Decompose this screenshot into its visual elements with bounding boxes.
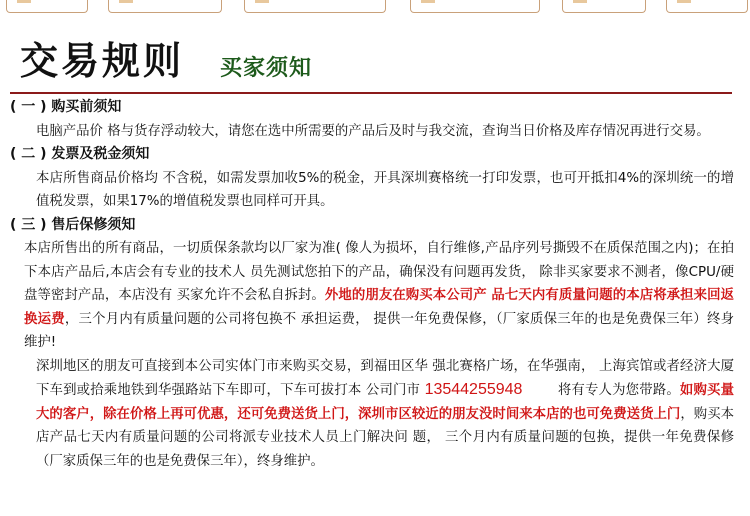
store-phone-number: 13544255948 (424, 381, 523, 398)
warranty-p2-text-c: ，购买本店产品七天内有质量问题的公司将派专业技术人员上门解决问 题， 三个月内有质量问题的包换，提供一年免费保修（厂家质保三年的也是免费保三年），终身维护。 (36, 406, 735, 469)
page-subtitle: 买家须知 (220, 56, 313, 81)
page-header (20, 36, 735, 86)
rules-content (10, 96, 734, 473)
top-tab[interactable] (666, 0, 748, 13)
page-title: 交易规则 (20, 39, 185, 83)
section-heading-warranty: ( 三 ) 售后保修须知 (10, 216, 136, 233)
warranty-p2-text-a: 深圳地区的朋友可直接到本公司实体门市来购买交易，到福田区华 强北赛格广场，在华强南， 上海宾馆或者经济大厦下车到或拾乘地铁到华强路站下车即可，下车可拔打本 公司门市 (36, 358, 734, 398)
section-body-invoice: 本店所售商品价格均 不含税，如需发票加收5%的税金，开具深圳赛格统一打印发票，也可开抵扣4%的深圳统一的增值税发票，如果17%的增值税发票也同样可开具。 (36, 170, 734, 209)
top-tab[interactable] (244, 0, 386, 13)
warranty-p1-text-a: 本店所售出的所有商品，一切质保条款均以厂家为准( 像人为损坏，自行维修,产品序列号撕毁不在质保范围之内)；在拍下本店产品后,本店会有专业的技术人 员先测试您拍下的产品，确保没有问题再发货， 除非买家要求不测者，像CPU/硬盘等密封产品，本店没有 买家允许不会私自拆封。 (24, 241, 734, 303)
top-tab[interactable] (562, 0, 646, 13)
section-body-pre-purchase: 电脑产品价 格与货存浮动较大，请您在选中所需要的产品后及时与我交流，查询当日价格及库存情况再进行交易。 (36, 123, 710, 139)
warranty-p2-highlight: 如购买量大的客户，除在价格上再可优惠，还可免费送货上门，深圳市区较近的朋友没时间来本店的也可免费送货上门 (36, 383, 734, 422)
top-tab-strip (0, 0, 750, 14)
warranty-paragraph-2 (10, 355, 734, 474)
top-tab[interactable] (108, 0, 222, 13)
warranty-p1-text-b: ，三个月内有质量问题的公司将包换不 承担运费， 提供一年免费保修，（厂家质保三年的也是免费保三年）终身维护! (24, 311, 735, 350)
top-tab[interactable] (6, 0, 88, 13)
warranty-paragraph-1 (10, 237, 734, 355)
section-heading-pre-purchase: ( 一 ) 购买前须知 (10, 99, 122, 115)
section-heading-invoice: ( 二 ) 发票及税金须知 (10, 146, 150, 162)
warranty-p2-text-b: 将有专人为您带路。 (557, 383, 680, 398)
top-tab[interactable] (410, 0, 540, 13)
header-divider (10, 92, 732, 94)
warranty-p1-highlight: 外地的朋友在购买本公司产 品七天内有质量问题的本店将承担来回返换运费 (24, 288, 734, 327)
